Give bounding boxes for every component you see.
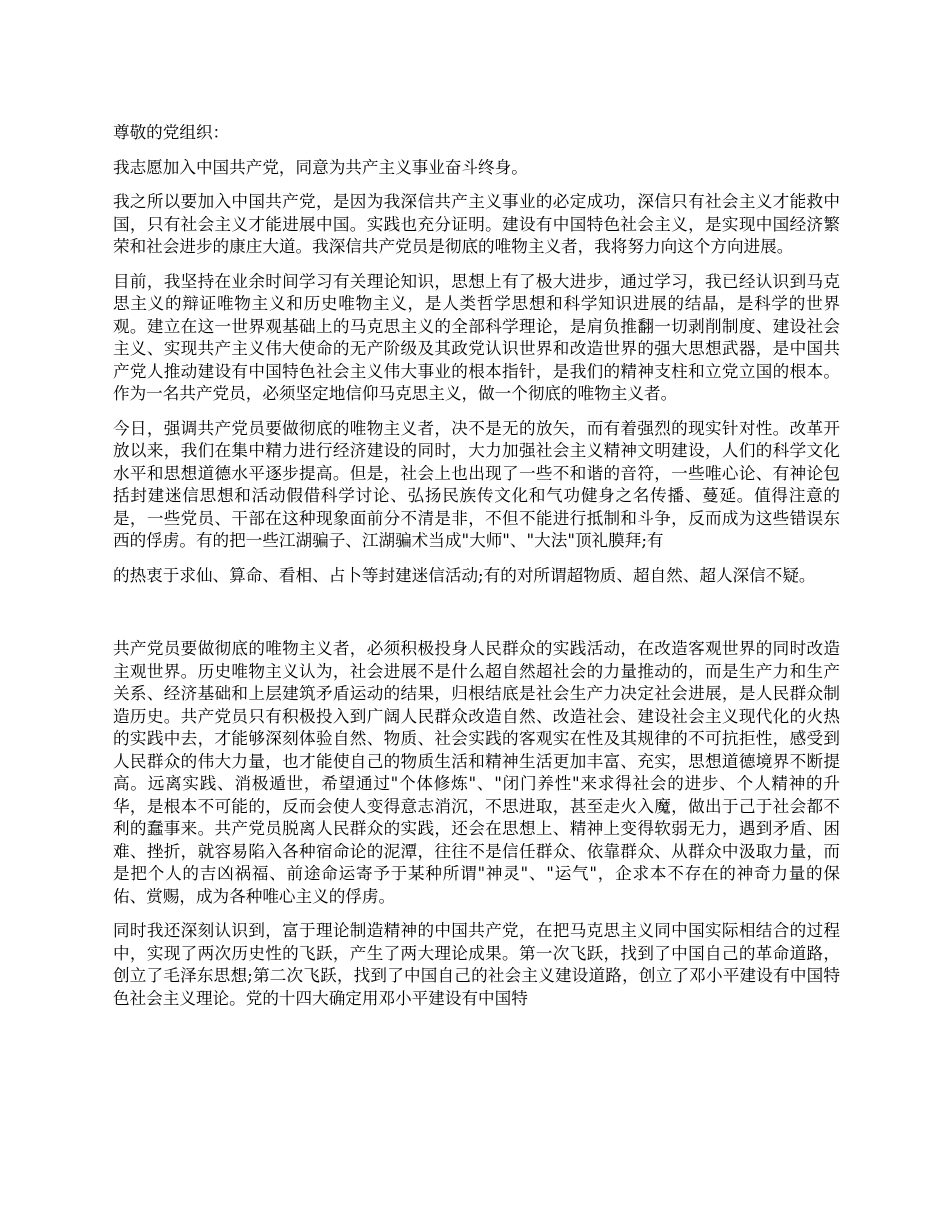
paragraph-practice: 共产党员要做彻底的唯物主义者，必须积极投身人民群众的实践活动，在改造客观世界的同时改造主观世界。历史唯物主义认为，社会进展不是什么超自然超社会的力量推动的，而是生产力和生产关系、经济基础和上层建筑矛盾运动的结果，归根结底是社会生产力决定社会进展，是人民群众制造历史。共产党员只有积极投入到广阔人民群众改造自然、改造社会、建设社会主义现代化的火热的实践中去，才能够深刻体验自然、物质、社会实践的客观实在性及其规律的不可抗拒性，感受到人民群众的伟大力量，也才能使自己的物质生活和精神生活更加丰富、充实，思想道德境界不断提高。远离实践、消极遁世，希望通过"个体修炼"、"闭门养性"来求得社会的进步、个人精神的升华，是根本不可能的，反而会使人变得意志消沉，不思进取，甚至走火入魔，做出于己于社会都不利的蠢事来。共产党员脱离人民群众的实践，还会在思想上、精神上变得软弱无力，遇到矛盾、困难、挫折，就容易陷入各种宿命论的泥潭，往往不是信任群众、依靠群众、从群众中汲取力量，而是把个人的吉凶祸福、前途命运寄予于某种所谓"神灵"、"运气"，企求本不存在的神奇力量的保佑、赏赐，成为各种唯心主义的俘虏。 xyxy=(113,639,840,906)
letter-body xyxy=(113,122,840,1022)
paragraph-reason: 我之所以要加入中国共产党，是因为我深信共产主义事业的必定成功，深信只有社会主义才能救中国，只有社会主义才能进展中国。实践也充分证明。建设有中国特色社会主义，是实现中国经济繁荣和社会进步的康庄大道。我深信共产党员是彻底的唯物主义者，我将努力向这个方向进展。 xyxy=(113,192,840,256)
paragraph-superstition: 的热衷于求仙、算命、看相、占卜等封建迷信活动;有的对所谓超物质、超自然、超人深信不疑。 xyxy=(113,565,816,585)
paragraph-today: 今日，强调共产党员要做彻底的唯物主义者，决不是无的放矢，而有着强烈的现实针对性。改革开放以来，我们在集中精力进行经济建设的同时，大力加强社会主义精神文明建设，人们的科学文化水平和思想道德水平逐步提高。但是，社会上也出现了一些不和谐的音符，一些唯心论、有神论包括封建迷信思想和活动假借科学讨论、弘扬民族传文化和气功健身之名传播、蔓延。值得注意的是，一些党员、干部在这种现象面前分不清是非，不但不能进行抵制和斗争，反而成为这些错误东西的俘虏。有的把一些江湖骗子、江湖骗术当成"大师"、"大法"顶礼膜拜;有 xyxy=(113,418,840,550)
paragraph-pledge: 我志愿加入中国共产党，同意为共产主义事业奋斗终身。 xyxy=(113,157,528,177)
salutation: 尊敬的党组织： xyxy=(113,123,230,142)
paragraph-theory: 同时我还深刻认识到，富于理论制造精神的中国共产党，在把马克思主义同中国实际相结合的过程中，实现了两次历史性的飞跃，产生了两大理论成果。第一次飞跃，找到了中国自己的革命道路，创立了毛泽东思想;第二次飞跃，找到了中国自己的社会主义建设道路，创立了邓小平建设有中国特色社会主义理论。党的十四大确定用邓小平建设有中国特 xyxy=(113,921,840,1008)
paragraph-study: 目前，我坚持在业余时间学习有关理论知识，思想上有了极大进步，通过学习，我已经认识到马克思主义的辩证唯物主义和历史唯物主义，是人类哲学思想和科学知识进展的结晶，是科学的世界观。建立在这一世界观基础上的马克思主义的全部科学理论，是肩负推翻一切剥削制度、建设社会主义、实现共产主义伟大使命的无产阶级及其政党认识世界和改造世界的强大思想武器，是中国共产党人推动建设有中国特色社会主义伟大事业的根本指针，是我们的精神支柱和立党立国的根本。作为一名共产党员，必须坚定地信仰马克思主义，做一个彻底的唯物主义者。 xyxy=(113,271,840,403)
